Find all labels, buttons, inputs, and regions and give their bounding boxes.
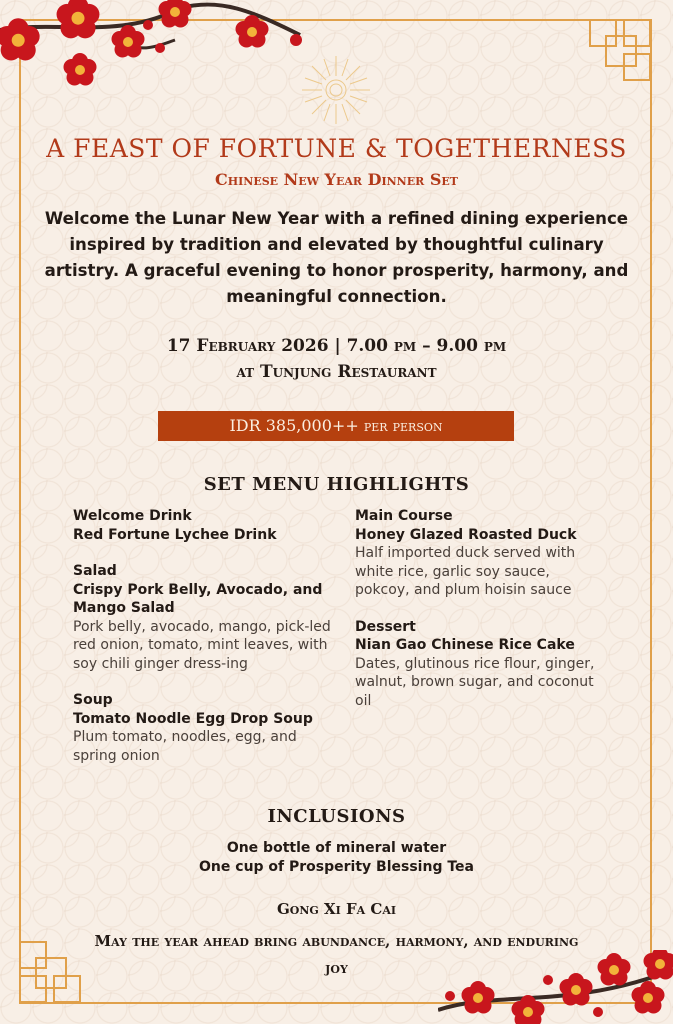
course-label: Dessert <box>355 618 416 635</box>
course-label: Salad <box>73 563 117 579</box>
course-name: Crispy Pork Belly, Avocado, and Mango Salad <box>73 581 323 616</box>
closing-message: May the year ahead bring abundance, harmony, and enduring joy <box>94 932 579 977</box>
lattice-corner-icon <box>586 16 656 86</box>
menu-column-right <box>355 507 605 728</box>
event-venue: at Tunjung Restaurant <box>236 362 437 382</box>
course-name: Red Fortune Lychee Drink <box>73 526 277 543</box>
course-name: Tomato Noodle Egg Drop Soup <box>73 710 313 727</box>
intro-text: Welcome the Lunar New Year with a refined dining experience inspired by tradition and elevated by thoughtful culinary artistry. A graceful evening to honor prosperity, harmony, and meaningful connection. <box>44 209 629 306</box>
closing-title: Gong Xi Fa Cai <box>276 900 397 918</box>
price-banner: IDR 385,000++ per person <box>158 411 514 441</box>
menu-heading: SET MENU HIGHLIGHTS <box>203 474 470 495</box>
course-description: Plum tomato, noodles, egg, and spring onion <box>73 729 297 764</box>
menu-course-salad <box>73 562 343 673</box>
inclusion-item: One cup of Prosperity Blessing Tea <box>199 859 474 875</box>
menu-course-welcome-drink <box>73 507 343 544</box>
inclusions-heading: INCLUSIONS <box>267 806 406 827</box>
sun-medallion-icon <box>300 54 372 126</box>
page-subtitle: Chinese New Year Dinner Set <box>215 170 458 189</box>
menu-course-main <box>355 507 605 600</box>
inclusion-item: One bottle of mineral water <box>226 840 447 856</box>
course-description: Dates, glutinous rice flour, ginger, walnut, brown sugar, and coconut oil <box>355 655 595 709</box>
course-description: Half imported duck served with white rice, garlic soy sauce, pokcoy, and plum hoisin sauce <box>355 545 576 598</box>
menu-course-soup <box>73 691 343 765</box>
inclusions-list <box>0 839 673 877</box>
menu-column-left <box>73 507 343 783</box>
event-date-time: 17 February 2026 | 7.00 pm – 9.00 pm <box>166 336 507 356</box>
page-title: A FEAST OF FORTUNE & TOGETHERNESS <box>46 134 627 163</box>
course-label: Soup <box>73 692 113 708</box>
course-label: Welcome Drink <box>73 508 192 524</box>
menu-course-dessert <box>355 618 605 711</box>
course-name: Nian Gao Chinese Rice Cake <box>355 637 575 653</box>
course-description: Pork belly, avocado, mango, pick-led red onion, tomato, mint leaves, with soy chili ginger dress-ing <box>73 618 331 672</box>
course-name: Honey Glazed Roasted Duck <box>355 526 577 543</box>
plum-blossom-icon <box>0 0 310 100</box>
course-label: Main Course <box>355 508 453 524</box>
lattice-corner-icon <box>16 938 86 1008</box>
